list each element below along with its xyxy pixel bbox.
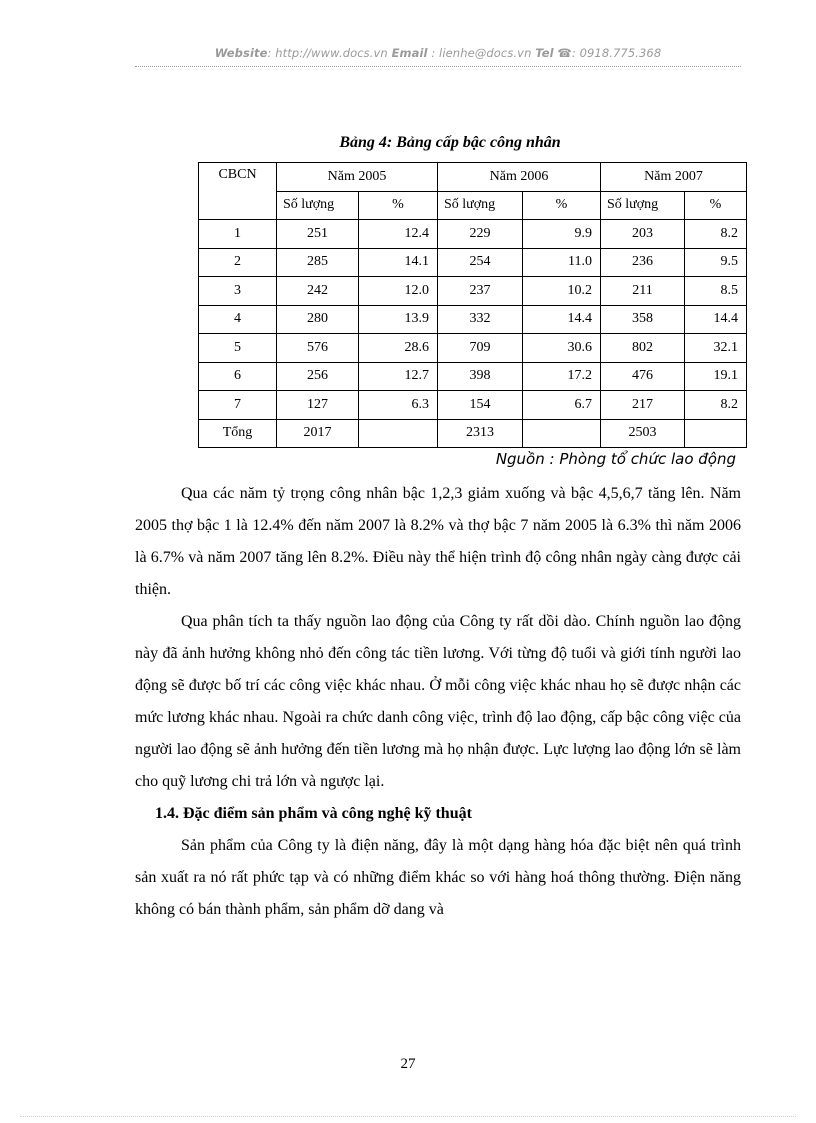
- cell-qty: 256: [277, 362, 359, 391]
- email-label: Email: [391, 46, 428, 60]
- cell-qty: 217: [601, 391, 685, 420]
- header-year-2005: Năm 2005: [277, 163, 438, 192]
- cell-total-2005: 2017: [277, 419, 359, 448]
- cell-pct: 30.6: [523, 334, 601, 363]
- cell-pct: 9.5: [685, 248, 747, 277]
- cell-qty: 251: [277, 220, 359, 249]
- cell-pct: 19.1: [685, 362, 747, 391]
- website-label: Website: [214, 46, 268, 60]
- subheader-qty: Số lượng: [277, 191, 359, 220]
- cell-grade: 1: [199, 220, 277, 249]
- subheader-qty: Số lượng: [438, 191, 523, 220]
- page-header: [135, 46, 741, 60]
- website-link[interactable]: : http://www.docs.vn: [267, 46, 388, 60]
- cell-qty: 242: [277, 277, 359, 306]
- table-row: [199, 305, 747, 334]
- phone-icon: ☎: [557, 46, 572, 60]
- cell-grade: 6: [199, 362, 277, 391]
- table-source: Nguồn : Phòng tổ chức lao động: [495, 450, 736, 468]
- cell-pct: 12.4: [359, 220, 438, 249]
- tel-value: : 0918.775.368: [571, 46, 662, 60]
- cell-grade: 7: [199, 391, 277, 420]
- table-total-row: [199, 419, 747, 448]
- cell-qty: 229: [438, 220, 523, 249]
- cell-pct: 12.7: [359, 362, 438, 391]
- cell-qty: 236: [601, 248, 685, 277]
- cell-qty: 476: [601, 362, 685, 391]
- header-divider: [135, 66, 741, 67]
- cell-total-label: Tổng: [199, 419, 277, 448]
- table-row: [199, 248, 747, 277]
- cell-empty: [685, 419, 747, 448]
- cell-grade: 4: [199, 305, 277, 334]
- cell-pct: 6.7: [523, 391, 601, 420]
- worker-grade-table: [198, 162, 747, 448]
- cell-pct: 12.0: [359, 277, 438, 306]
- table-header-row: [199, 163, 747, 192]
- subheader-pct: %: [359, 191, 438, 220]
- cell-total-2007: 2503: [601, 419, 685, 448]
- cell-pct: 28.6: [359, 334, 438, 363]
- subheader-pct: %: [685, 191, 747, 220]
- cell-pct: 32.1: [685, 334, 747, 363]
- table-title: Bảng 4: Bảng cấp bậc công nhân: [339, 134, 561, 151]
- cell-qty: 358: [601, 305, 685, 334]
- header-year-2007: Năm 2007: [601, 163, 747, 192]
- cell-qty: 709: [438, 334, 523, 363]
- table-row: [199, 391, 747, 420]
- cell-pct: 8.2: [685, 391, 747, 420]
- cell-pct: 14.4: [523, 305, 601, 334]
- cell-empty: [359, 419, 438, 448]
- cell-pct: 11.0: [523, 248, 601, 277]
- email-link[interactable]: : lienhe@docs.vn: [431, 46, 532, 60]
- table-row: [199, 334, 747, 363]
- table-row: [199, 220, 747, 249]
- cell-pct: 17.2: [523, 362, 601, 391]
- cell-qty: 576: [277, 334, 359, 363]
- body-text: [135, 478, 741, 926]
- cell-qty: 398: [438, 362, 523, 391]
- section-heading: 1.4. Đặc điểm sản phẩm và công nghệ kỹ thuật: [155, 805, 472, 822]
- tel-label: Tel: [535, 46, 554, 60]
- table-subheader-row: [199, 191, 747, 220]
- cell-pct: 8.5: [685, 277, 747, 306]
- cell-qty: 127: [277, 391, 359, 420]
- subheader-qty: Số lượng: [601, 191, 685, 220]
- cell-grade: 5: [199, 334, 277, 363]
- paragraph: Qua các năm tỷ trọng công nhân bậc 1,2,3 giảm xuống và bậc 4,5,6,7 tăng lên. Năm 2005 thợ bậc 1 là 12.4% đến năm 2007 là 8.2% và thợ bậc 7 năm 2005 là 6.3% thì năm 2006 là 6.7% và năm 2007 tăng lên 8.2%. Điều này thể hiện trình độ công nhân ngày càng được cải thiện.: [135, 485, 741, 598]
- cell-grade: 2: [199, 248, 277, 277]
- cell-qty: 254: [438, 248, 523, 277]
- cell-pct: 6.3: [359, 391, 438, 420]
- cell-qty: 154: [438, 391, 523, 420]
- cell-pct: 9.9: [523, 220, 601, 249]
- cell-qty: 332: [438, 305, 523, 334]
- cell-pct: 14.4: [685, 305, 747, 334]
- cell-pct: 14.1: [359, 248, 438, 277]
- footer-divider: [20, 1116, 796, 1117]
- table-row: [199, 277, 747, 306]
- cell-qty: 280: [277, 305, 359, 334]
- header-year-2006: Năm 2006: [438, 163, 601, 192]
- page-number: 27: [400, 1056, 416, 1072]
- cell-qty: 802: [601, 334, 685, 363]
- cell-pct: 8.2: [685, 220, 747, 249]
- cell-grade: 3: [199, 277, 277, 306]
- cell-pct: 13.9: [359, 305, 438, 334]
- table-row: [199, 362, 747, 391]
- cell-total-2006: 2313: [438, 419, 523, 448]
- cell-qty: 203: [601, 220, 685, 249]
- header-cbcn: CBCN: [199, 163, 277, 220]
- cell-qty: 285: [277, 248, 359, 277]
- paragraph: Qua phân tích ta thấy nguồn lao động của Công ty rất dồi dào. Chính nguồn lao động này đã ảnh hưởng không nhỏ đến công tác tiền lương. Với từng độ tuổi và giới tính người lao động sẽ được bố trí các công việc khác nhau. Ở mỗi công việc khác nhau họ sẽ được nhận các mức lương khác nhau. Ngoài ra chức danh công việc, trình độ lao động, cấp bậc công việc của người lao động sẽ ảnh hưởng đến tiền lương mà họ nhận được. Lực lượng lao động lớn sẽ làm cho quỹ lương chi trả lớn và ngược lại.: [135, 613, 741, 790]
- cell-empty: [523, 419, 601, 448]
- cell-qty: 237: [438, 277, 523, 306]
- paragraph: Sản phẩm của Công ty là điện năng, đây là một dạng hàng hóa đặc biệt nên quá trình sản xuất ra nó rất phức tạp và có những điểm khác so với hàng hoá thông thường. Điện năng không có bán thành phẩm, sản phẩm dỡ dang và: [135, 837, 741, 918]
- subheader-pct: %: [523, 191, 601, 220]
- cell-qty: 211: [601, 277, 685, 306]
- cell-pct: 10.2: [523, 277, 601, 306]
